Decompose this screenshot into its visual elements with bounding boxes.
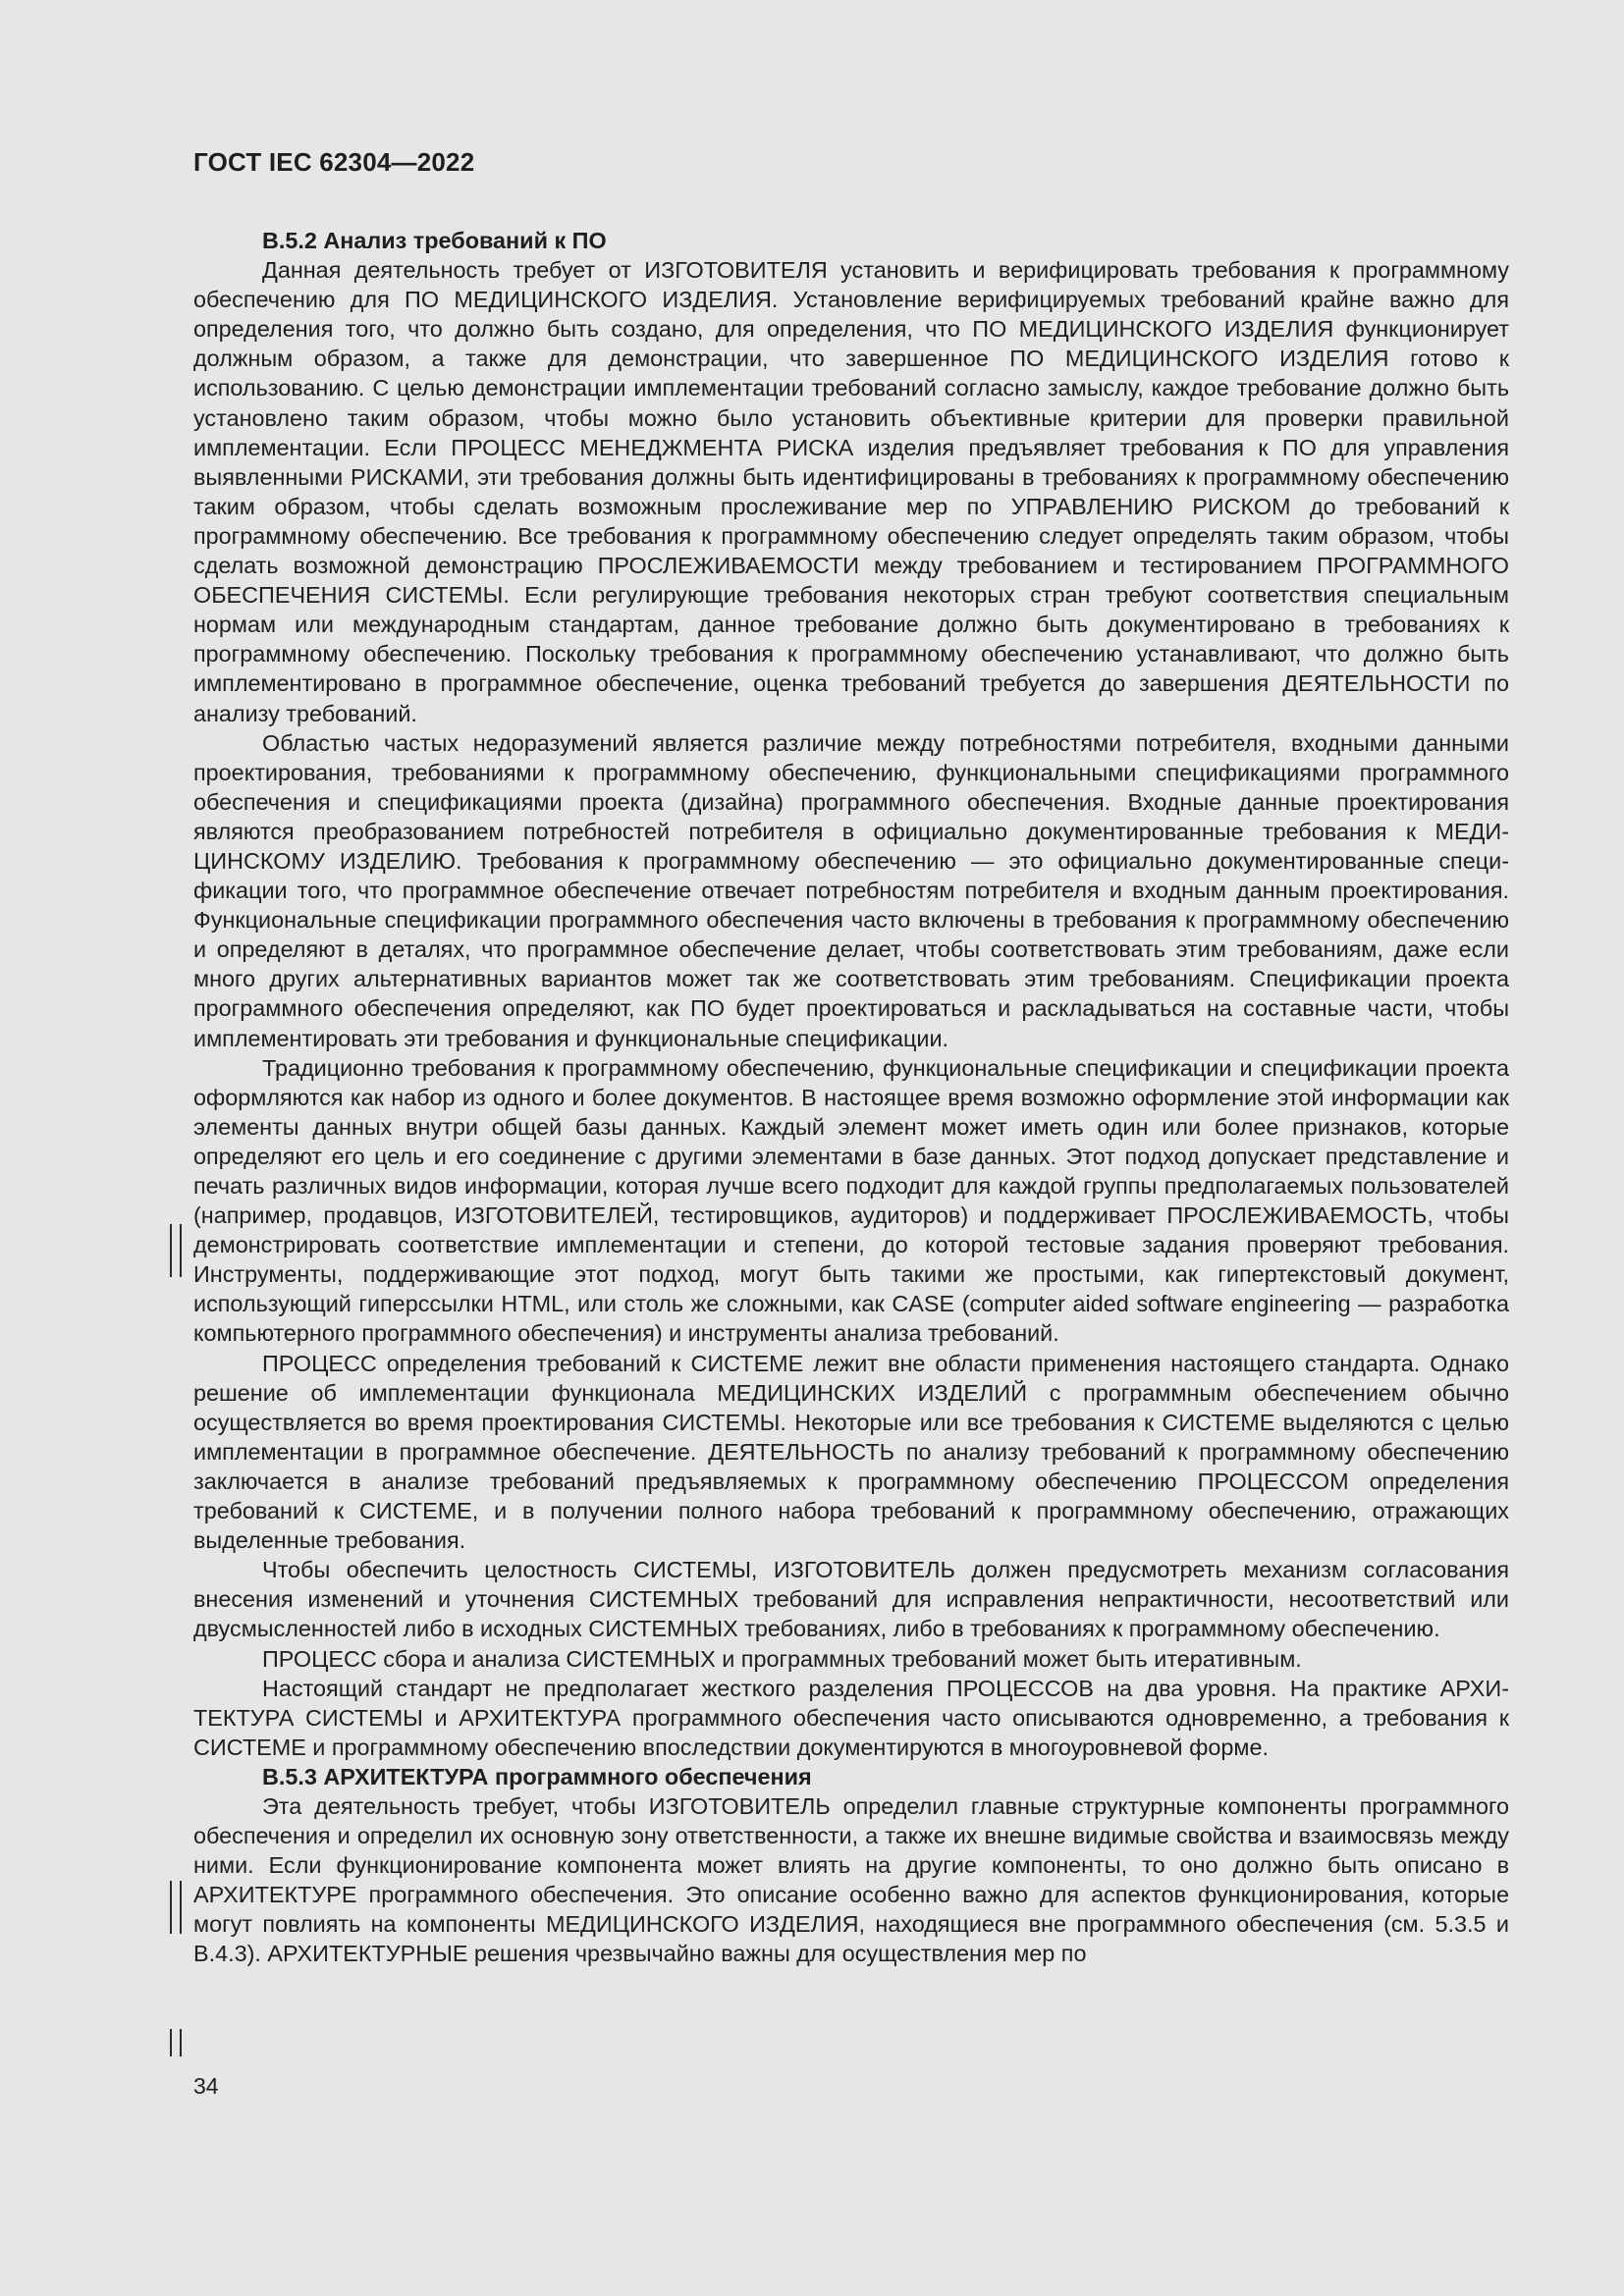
standard-header: ГОСТ IEC 62304—2022	[193, 147, 475, 177]
section-heading: B.5.2 Анализ требований к ПО	[262, 228, 607, 253]
document-body	[193, 226, 1509, 1969]
change-bar-marker	[170, 2029, 182, 2056]
page-number: 34	[193, 2073, 219, 2099]
paragraph: Настоящий стандарт не предполагает жесткого разделения ПРОЦЕССОВ на два уровня. На практике АРХИТЕКТУРА СИСТЕМЫ и АРХИТЕКТУРА программного обеспечения часто описываются одновременно, а требования к СИСТЕМЕ и программному обеспечению впоследствии документируются в многоуровневой форме.	[193, 1675, 1509, 1760]
change-bar-marker	[170, 1881, 182, 1934]
change-bar-marker	[170, 1224, 182, 1277]
section-heading: B.5.3 АРХИТЕКТУРА программного обеспечения	[262, 1763, 812, 1789]
paragraph: Данная деятельность требует от ИЗГОТОВИТЕЛЯ установить и верифицировать требования к программному обеспечению для ПО МЕДИЦИНСКОГО ИЗДЕЛИЯ. Установление верифицируемых требований крайне важно для определения того, что должно быть создано, для определения, что ПО МЕДИЦИНСКОГО ИЗДЕЛИЯ функционирует должным образом, а также для демонстрации, что завершенное ПО МЕДИЦИНСКОГО ИЗДЕЛИЯ готово к использованию. С целью демонстрации имплементации требований согласно замыслу, каждое требование должно быть установлено таким образом, чтобы можно было установить объективные критерии для проверки правильной имплементации. Если ПРОЦЕСС МЕНЕДЖМЕНТА РИСКА изделия предъявляет требования к ПО для управления выявленными РИСКАМИ, эти требования должны быть идентифицированы в требованиях к программному обеспечению таким образом, чтобы сделать возможным прослеживание мер по УПРАВЛЕНИЮ РИСКОМ до требований к программному обеспечению. Все требования к программному обеспечению следует определять таким образом, чтобы сделать возможной демонстрацию ПРОСЛЕЖИВАЕМОСТИ между требованием и тестированием ПРОГРАММНОГО ОБЕСПЕЧЕНИЯ СИСТЕМЫ. Если регулирующие требования некоторых стран требуют соответствия специальным нормам или международным стандартам, данное требование должно быть документировано в требованиях к программному обеспечению. Поскольку требования к программному обеспечению устанавливают, что должно быть имплементировано в программное обеспечение, оценка требований требуется до завершения ДЕЯТЕЛЬНОСТИ по анализу требований.	[193, 257, 1509, 726]
paragraph: Традиционно требования к программному обеспечению, функциональные спецификации и спецификации проекта оформляются как набор из одного и более документов. В настоящее время возможно оформление этой информации как элементы данных внутри общей базы данных. Каждый элемент может иметь один или более признаков, которые определяют его цель и его соединение с другими элементами в базе данных. Этот подход допускает представление и печать различных видов информации, которая лучше всего подходит для каждой группы предполагаемых пользователей (например, продавцов, ИЗГОТОВИТЕЛЕЙ, тестировщиков, аудиторов) и поддерживает ПРОСЛЕЖИВАЕМОСТЬ, чтобы демонстрировать соответствие имплементации и степени, до которой тестовые задания проверяют требования. Инструменты, поддерживающие этот подход, могут быть такими же простыми, как гипертекстовый документ, использующий гиперссылки HTML, или столь же сложными, как CASE (computer aided software engineering — разработка компьютерного программного обеспечения) и инструменты анализа требований.	[193, 1054, 1509, 1347]
paragraph: Чтобы обеспечить целостность СИСТЕМЫ, ИЗГОТОВИТЕЛЬ должен предусмотреть механизм согласования внесения изменений и уточнения СИСТЕМНЫХ требований для исправления непрактичности, несоответствий или двусмысленностей либо в исходных СИСТЕМНЫХ требованиях, либо в требованиях к программному обеспечению.	[193, 1557, 1509, 1642]
paragraph: Эта деятельность требует, чтобы ИЗГОТОВИТЕЛЬ определил главные структурные компоненты программного обеспечения и определил их основную зону ответственности, а также их внешне видимые свойства и взаимосвязь между ними. Если функционирование компонента может влиять на другие компоненты, то оно должно быть описано в АРХИТЕКТУРЕ программного обеспечения. Это описание особенно важно для аспектов функционирования, которые могут повлиять на компоненты МЕДИЦИНСКОГО ИЗДЕЛИЯ, находящиеся вне программного обеспечения (см. 5.3.5 и B.4.3). АРХИТЕКТУРНЫЕ решения чрезвычайно важны для осуществления мер по	[193, 1792, 1509, 1967]
paragraph: ПРОЦЕСС определения требований к СИСТЕМЕ лежит вне области применения настоящего стандарта. Однако решение об имплементации функционала МЕДИЦИНСКИХ ИЗДЕЛИЙ с программным обеспечением обычно осуществляется во время проектирования СИСТЕМЫ. Некоторые или все требования к СИСТЕМЕ выделяются с целью имплементации в программное обеспечение. ДЕЯТЕЛЬНОСТЬ по анализу требований к программному обеспечению заключается в анализе требований предъявляемых к программному обеспечению ПРОЦЕССОМ определения требований к СИСТЕМЕ, и в получении полного набора требований к программному обеспечению, отражающих выделенные требования.	[193, 1350, 1509, 1554]
paragraph: ПРОЦЕСС сбора и анализа СИСТЕМНЫХ и программных требований может быть итеративным.	[262, 1645, 1302, 1672]
paragraph: Областью частых недоразумений является различие между потребностями потребителя, входными данными проектирования, требованиями к программному обеспечению, функциональными спецификациями программного обеспечения и спецификациями проекта (дизайна) программного обеспечения. Входные данные проектирования являются преобразованием потребностей потребителя в официально документированные требования к МЕДИЦИНСКОМУ ИЗДЕЛИЮ. Требования к программному обеспечению — это официально документированные спецификации того, что программное обеспечение отвечает потребностям потребителя и входным данным проектирования. Функциональные спецификации программного обеспечения часто включены в требования к программному обеспечению и определяют в деталях, что программное обеспечение делает, чтобы соответствовать этим требованиям, даже если много других альтернативных вариантов может так же соответствовать этим требованиям. Спецификации проекта программного обеспечения определяют, как ПО будет проектироваться и раскладываться на составные части, чтобы имплементировать эти требования и функциональные спецификации.	[193, 729, 1509, 1051]
